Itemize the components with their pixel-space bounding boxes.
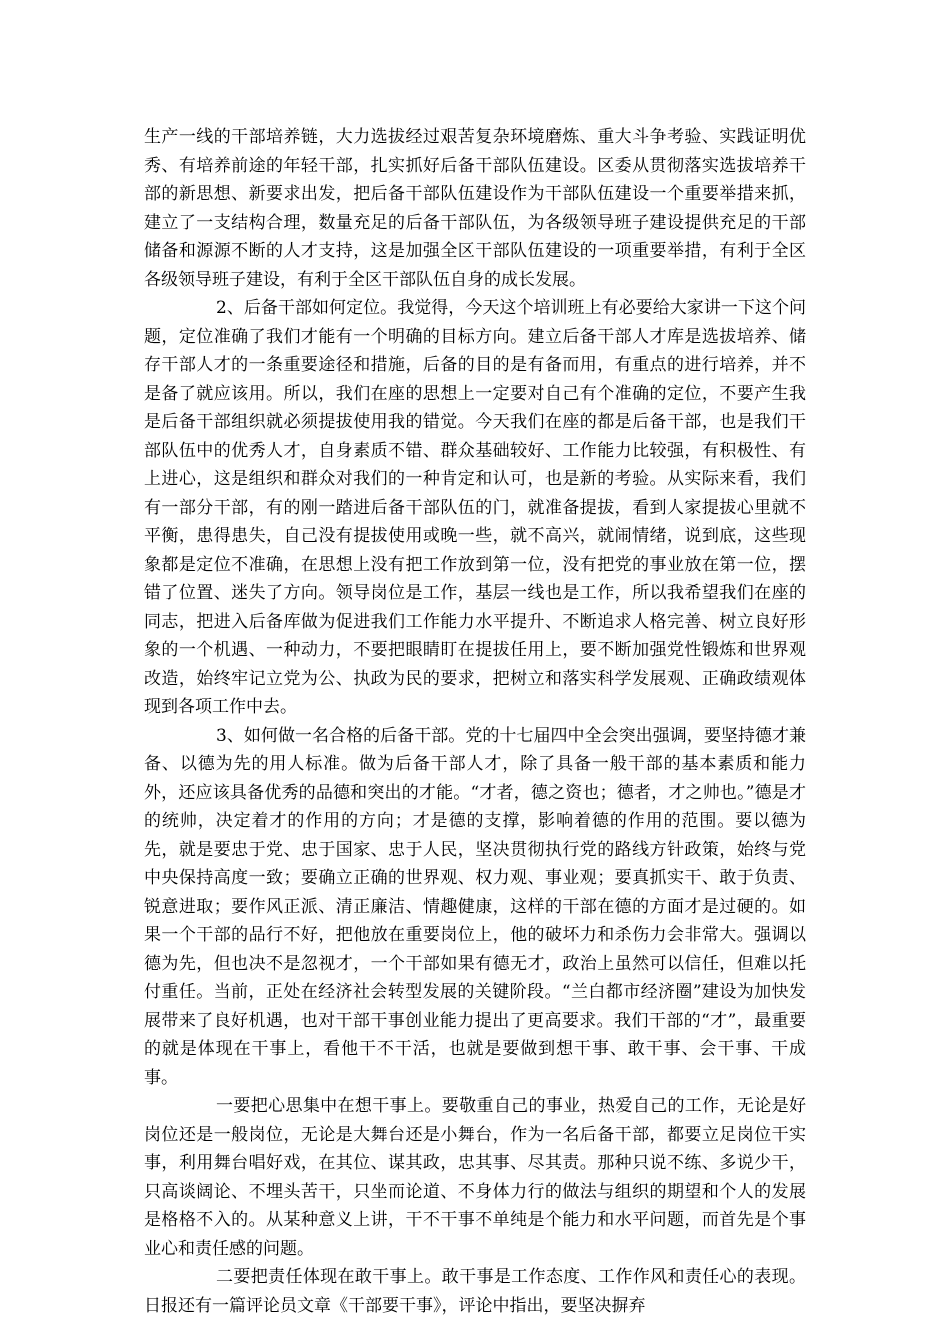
- paragraph-5: 二要把责任体现在敢干事上。敢干事是工作态度、工作作风和责任心的表现。日报还有一篇评论员文章《干部要干事》，评论中指出，要坚决摒弃: [144, 1267, 806, 1316]
- paragraph-2: 2、后备干部如何定位。我觉得，今天这个培训班上有必要给大家讲一下这个问题，定位准确了我们才能有一个明确的目标方向。建立后备干部人才库是选拔培养、储存干部人才的一条重要途径和措施，后备的目的是有备而用，有重点的进行培养，并不是备了就应该用。所以，我们在座的思想上一定要对自己有个准确的定位，不要产生我是后备干部组织就必须提拔使用我的错觉。今天我们在座的都是后备干部，也是我们干部队伍中的优秀人才，自身素质不错、群众基础较好、工作能力比较强，有积极性、有上进心，这是组织和群众对我们的一种肯定和认可，也是新的考验。从实际来看，我们有一部分干部，有的刚一踏进后备干部队伍的门，就准备提拔，看到人家提拔心里就不平衡，患得患失，自己没有提拔使用或晚一些，就不高兴，就闹情绪，说到底，这些现象都是定位不准确，在思想上没有把工作放到第一位，没有把党的事业放在第一位，摆错了位置、迷失了方向。领导岗位是工作，基层一线也是工作，所以我希望我们在座的同志，把进入后备库做为促进我们工作能力水平提升、不断追求人格完善、树立良好形象的一个机遇、一种动力，不要把眼睛盯在提拔任用上，要不断加强党性锻炼和世界观改造，始终牢记立党为公、执政为民的要求，把树立和落实科学发展观、正确政绩观体现到各项工作中去。: [144, 298, 806, 717]
- paragraph-4: 一要把心思集中在想干事上。要敬重自己的事业，热爱自己的工作，无论是好岗位还是一般岗位，无论是大舞台还是小舞台，作为一名后备干部，都要立足岗位干实事，利用舞台唱好戏，在其位、谋其政，忠其事、尽其责。那种只说不练、多说少干，只高谈阔论、不埋头苦干，只坐而论道、不身体力行的做法与组织的期望和个人的发展是格格不入的。从某种意义上讲，干不干事不单纯是个能力和水平问题，而首先是个事业心和责任感的问题。: [144, 1096, 806, 1259]
- paragraph-3: 3、如何做一名合格的后备干部。党的十七届四中全会突出强调，要坚持德才兼备、以德为先的用人标准。做为后备干部人才，除了具备一般干部的基本素质和能力外，还应该具备优秀的品德和突出的才能。“才者，德之资也；德者，才之帅也。”德是才的统帅，决定着才的作用的方向；才是德的支撑，影响着德的作用的范围。要以德为先，就是要忠于党、忠于国家、忠于人民，坚决贯彻执行党的路线方针政策，始终与党中央保持高度一致；要确立正确的世界观、权力观、事业观；要真抓实干、敢于负责、锐意进取；要作风正派、清正廉洁、情趣健康，这样的干部在德的方面才是过硬的。如果一个干部的品行不好，把他放在重要岗位上，他的破坏力和杀伤力会非常大。强调以德为先，但也决不是忽视才，一个干部如果有德无才，政治上虽然可以信任，但难以托付重任。当前，正处在经济社会转型发展的关键阶段。“兰白都市经济圈”建设为加快发展带来了良好机遇，也对干部干事创业能力提出了更高要求。我们干部的“才”，最重要的就是体现在干事上，看他干不干活，也就是要做到想干事、敢干事、会干事、干成事。: [144, 725, 806, 1088]
- paragraph-1: 生产一线的干部培养链，大力选拔经过艰苦复杂环境磨炼、重大斗争考验、实践证明优秀、有培养前途的年轻干部，扎实抓好后备干部队伍建设。区委从贯彻落实选拔培养干部的新思想、新要求出发，把后备干部队伍建设作为干部队伍建设一个重要举措来抓，建立了一支结构合理，数量充足的后备干部队伍，为各级领导班子建设提供充足的干部储备和源源不断的人才支持，这是加强全区干部队伍建设的一项重要举措，有利于全区各级领导班子建设，有利于全区干部队伍自身的成长发展。: [144, 127, 806, 290]
- document-page: [144, 123, 806, 1320]
